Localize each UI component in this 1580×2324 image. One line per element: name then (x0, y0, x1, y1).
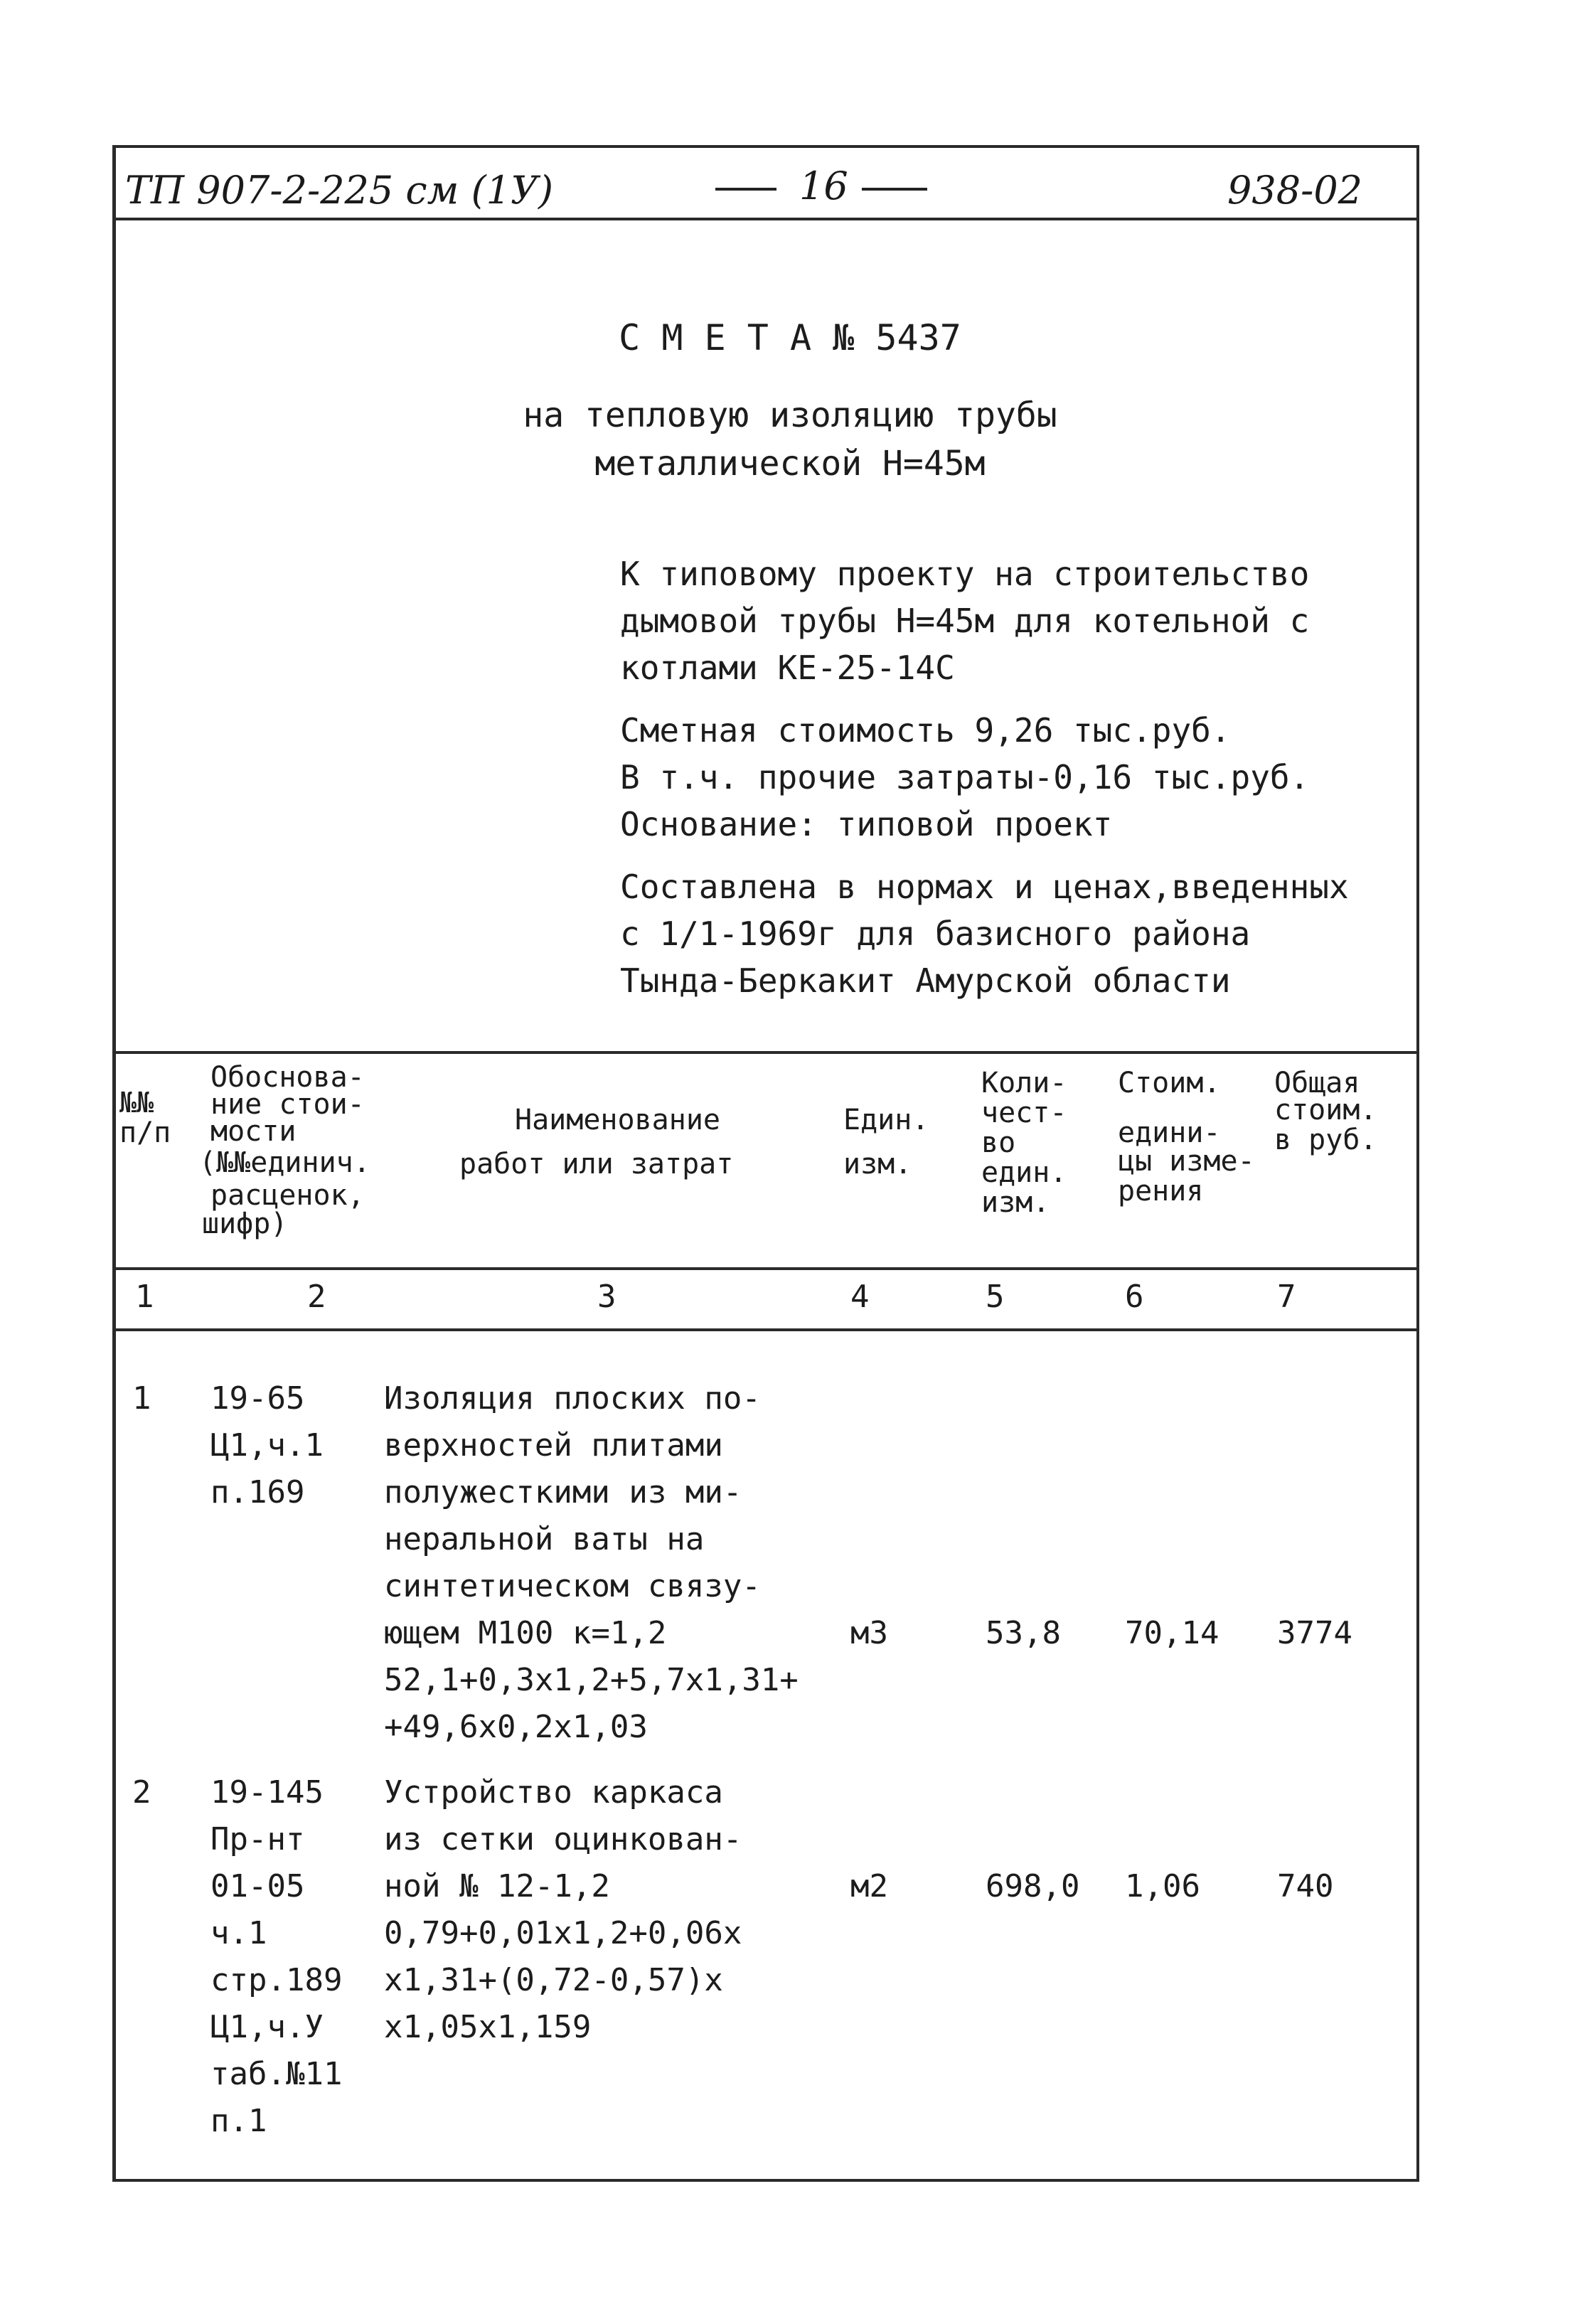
header-qty-line-3: во (981, 1126, 1016, 1159)
row1-no: 1 (132, 1380, 151, 1417)
header-rule (112, 218, 1419, 220)
row2-name-line: х1,05х1,159 (384, 2009, 592, 2045)
row2-basis-line: 01-05 (210, 1868, 305, 1904)
colnum-6: 6 (1125, 1279, 1144, 1315)
colnum-3: 3 (597, 1279, 616, 1315)
header-basis-line-5: расценок, (210, 1179, 365, 1212)
row1-name-line: синтетическом связу- (384, 1568, 761, 1604)
row1-name-line: верхностей плитами (384, 1427, 723, 1464)
norms-line-1: Составлена в нормах и ценах,введенных (620, 868, 1349, 906)
row2-name-line: Устройство каркаса (384, 1774, 723, 1811)
header-no-line-2: п/п (119, 1116, 171, 1149)
project-line-1: К типовому проекту на строительство (620, 555, 1310, 593)
table-colnum-rule (112, 1328, 1419, 1331)
cost-line-3: Основание: типовой проект (620, 805, 1113, 843)
cost-line-1: Сметная стоимость 9,26 тыс.руб. (620, 711, 1231, 750)
header-unitcost-line-3: цы изме- (1118, 1145, 1255, 1178)
row1-name-line: 52,1+0,3х1,2+5,7х1,31+ (384, 1662, 799, 1698)
row1-basis-line: 19-65 (210, 1380, 305, 1417)
cost-line-2: В т.ч. прочие затраты-0,16 тыс.руб. (620, 758, 1310, 796)
colnum-7: 7 (1277, 1279, 1296, 1315)
header-basis-line-1: Обоснова- (210, 1061, 365, 1094)
project-line-3: котлами КЕ-25-14С (620, 649, 955, 687)
row2-quantity: 698,0 (986, 1868, 1080, 1904)
header-unitcost-line-4: рения (1118, 1175, 1204, 1208)
row1-quantity: 53,8 (986, 1615, 1061, 1651)
header-basis-line-3: мости (210, 1115, 297, 1148)
row2-basis-line: ч.1 (210, 1915, 267, 1951)
header-total-line-2: стоим. (1274, 1094, 1377, 1126)
row2-basis-line: 19-145 (210, 1774, 324, 1811)
header-qty-line-4: един. (981, 1156, 1067, 1189)
row2-basis-line: таб.№11 (210, 2056, 343, 2092)
row1-name-line: Изоляция плоских по- (384, 1380, 761, 1417)
header-qty-line-2: чест- (981, 1097, 1067, 1129)
row2-name-line: из сетки оцинкован- (384, 1821, 742, 1857)
row2-basis-line: стр.189 (210, 1962, 343, 1998)
colnum-1: 1 (135, 1279, 154, 1315)
header-basis-line-2: ние стои- (210, 1088, 365, 1121)
colnum-4: 4 (850, 1279, 870, 1315)
page-number-dash-left (715, 188, 776, 191)
project-line-2: дымовой трубы Н=45м для котельной с (620, 602, 1310, 640)
colnum-5: 5 (986, 1279, 1005, 1315)
header-unit-line-2: изм. (843, 1148, 912, 1180)
row1-name-line: ющем М100 к=1,2 (384, 1615, 667, 1651)
row2-name-line: х1,31+(0,72-0,57)х (384, 1962, 723, 1998)
header-total-line-3: в руб. (1274, 1124, 1377, 1156)
subtitle-line-1: на тепловую изоляцию трубы (523, 395, 1057, 435)
row2-basis-line: Пр-нт (210, 1821, 305, 1857)
subtitle-line-2: металлической Н=45м (594, 444, 986, 484)
row2-basis-line: Ц1,ч.У (210, 2009, 324, 2045)
header-unit-line-1: Един. (843, 1104, 929, 1136)
header-unitcost-line-2: едини- (1118, 1116, 1221, 1149)
row2-no: 2 (132, 1774, 151, 1811)
row1-name-line: полужесткими из ми- (384, 1474, 742, 1510)
table-top-rule (112, 1051, 1419, 1054)
row2-name-line: ной № 12-1,2 (384, 1868, 610, 1904)
norms-line-3: Тында-Беркакит Амурской области (620, 961, 1231, 1000)
row1-total: 3774 (1277, 1615, 1352, 1651)
row1-name-line: +49,6х0,2х1,03 (384, 1709, 648, 1745)
page-number-dash-right (862, 188, 927, 191)
header-no-line-1: №№ (119, 1087, 154, 1119)
header-unitcost-line-1: Стоим. (1118, 1067, 1221, 1099)
row2-unit: м2 (850, 1868, 888, 1904)
header-name-line-1: Наименование (515, 1104, 720, 1136)
row2-basis-line: п.1 (210, 2103, 267, 2139)
row2-name-line: 0,79+0,01х1,2+0,06х (384, 1915, 742, 1951)
header-total-line-1: Общая (1274, 1067, 1360, 1099)
album-code: 938-02 (1227, 168, 1363, 213)
estimate-heading: С М Е Т А № 5437 (619, 317, 961, 358)
row1-basis-line: Ц1,ч.1 (210, 1427, 324, 1464)
row1-name-line: неральной ваты на (384, 1521, 705, 1557)
header-basis-line-4: (№№единич. (199, 1146, 370, 1179)
colnum-2: 2 (307, 1279, 326, 1315)
header-name-line-2: работ или затрат (459, 1148, 734, 1180)
table-header-rule (112, 1267, 1419, 1270)
row1-basis-line: п.169 (210, 1474, 305, 1510)
header-basis-line-6: шифр) (202, 1208, 288, 1240)
norms-line-2: с 1/1-1969г для базисного района (620, 915, 1251, 953)
row2-unit-cost: 1,06 (1125, 1868, 1200, 1904)
row1-unit: м3 (850, 1615, 888, 1651)
header-qty-line-1: Коли- (981, 1067, 1067, 1099)
header-qty-line-5: изм. (981, 1186, 1050, 1219)
page-number: 16 (799, 164, 848, 208)
row1-unit-cost: 70,14 (1125, 1615, 1219, 1651)
doc-code: ТП 907-2-225 см (1У) (125, 168, 554, 213)
row2-total: 740 (1277, 1868, 1334, 1904)
